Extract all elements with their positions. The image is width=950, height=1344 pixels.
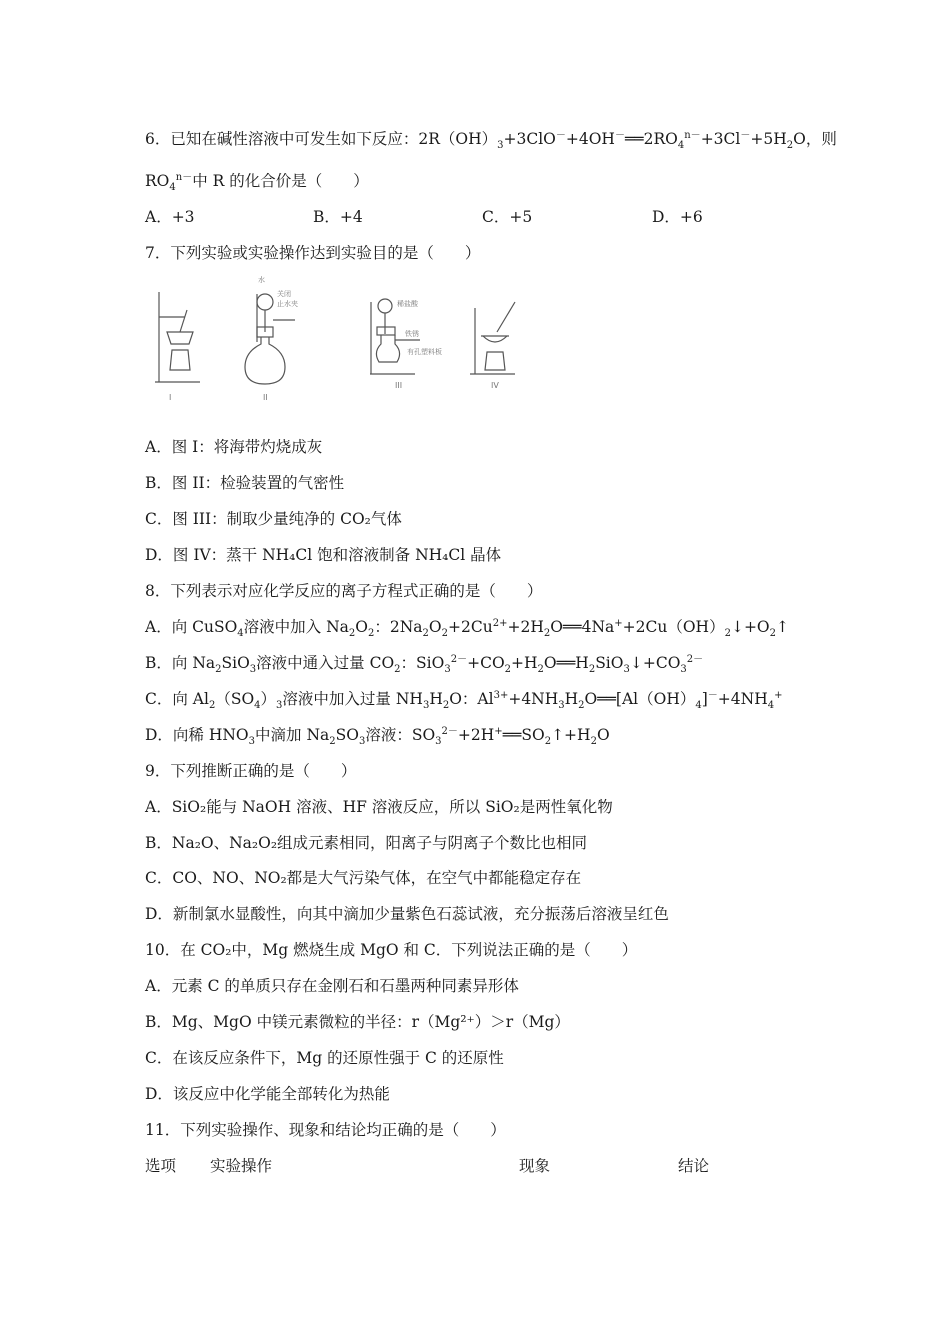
q8-option-a: A．向 CuSO$_4$溶液中加入 $Na_2O_2$：$2Na_2O_2+2Cu^{2+}+2H_2O══4Na^++2Cu(OH)_2↓+O_2↑$ bbox=[145, 617, 790, 640]
q10-option-c: C．在该反应条件下，Mg 的还原性强于 C 的还原性 bbox=[145, 1049, 504, 1067]
q6-stem: 6．已知在碱性溶液中可发生如下反应：$2R(OH)_3+3ClO^-+4OH^-══2RO_4^{n-}+3Cl^-+5H_2O$，则 bbox=[145, 129, 837, 152]
q9-option-b: B．Na₂O、Na₂O₂组成元素相同，阳离子与阴离子个数比也相同 bbox=[145, 834, 588, 852]
q6-option-d: D．+6 bbox=[652, 208, 703, 226]
q7-option-c: C．图 III：制取少量纯净的 CO₂气体 bbox=[145, 510, 402, 528]
q9-stem: 9．下列推断正确的是（ ） bbox=[145, 762, 357, 780]
figure-label-plate: 有孔塑料板 bbox=[407, 348, 442, 356]
q10-option-b: B．Mg、MgO 中镁元素微粒的半径：r（Mg²⁺）＞r（Mg） bbox=[145, 1013, 570, 1031]
figure-label-ii: II bbox=[263, 393, 268, 402]
q7-option-a: A．图 I：将海带灼烧成灰 bbox=[145, 438, 323, 456]
q9-option-d: D．新制氯水显酸性，向其中滴加少量紫色石蕊试液，充分振荡后溶液呈红色 bbox=[145, 905, 669, 923]
q7-stem: 7．下列实验或实验操作达到实验目的是（ ） bbox=[145, 244, 481, 262]
figure-label-water: 水 bbox=[258, 276, 265, 284]
figure-label-iv: IV bbox=[491, 381, 499, 390]
figure-ii-flask-setup bbox=[245, 275, 298, 402]
figure-label-i: I bbox=[169, 393, 172, 402]
q7-option-b: B．图 II：检验装置的气密性 bbox=[145, 474, 345, 492]
q10-option-d: D．该反应中化学能全部转化为热能 bbox=[145, 1085, 390, 1103]
q11-header-operation: 实验操作 bbox=[210, 1157, 273, 1175]
figure-label-rust: 铁锈 bbox=[405, 330, 419, 338]
figure-label-iii: III bbox=[395, 381, 403, 390]
q9-option-a: A．SiO₂能与 NaOH 溶液、HF 溶液反应，所以 SiO₂是两性氧化物 bbox=[145, 798, 613, 816]
q8-stem: 8．下列表示对应化学反应的离子方程式正确的是（ ） bbox=[145, 582, 543, 600]
figure-label-acid: 稀盐酸 bbox=[397, 300, 418, 308]
q10-stem: 10．在 CO₂中，Mg 燃烧生成 MgO 和 C．下列说法正确的是（ ） bbox=[145, 941, 638, 959]
q8-option-c: C．向 $Al_2(SO_4)_3$溶液中加入过量 $NH_3H_2O$：$Al^{3+}+4NH_3H_2O══[Al(OH)_4]^-+4NH_4^+$ bbox=[145, 689, 783, 712]
q8-option-d: D．向稀 $HNO_3$中滴加 $Na_2SO_3$溶液：$SO_3^{2-}+2H^+══SO_2↑+H_2O$ bbox=[145, 725, 610, 748]
q6-option-a: A．+3 bbox=[145, 208, 195, 226]
figure-i-crucible-setup bbox=[155, 292, 200, 402]
q11-header-option: 选项 bbox=[145, 1157, 177, 1175]
q6-option-b: B．+4 bbox=[313, 208, 363, 226]
q10-option-a: A．元素 C 的单质只存在金刚石和石墨两种同素异形体 bbox=[145, 977, 519, 995]
q8-option-b: B．向 $Na_2SiO_3$溶液中通入过量 $CO_2$：$SiO_3^{2-}+CO_2+H_2O══H_2SiO_3↓+CO_3^{2-}$ bbox=[145, 653, 704, 676]
q11-header-conclusion: 结论 bbox=[678, 1157, 710, 1175]
q7-option-d: D．图 IV：蒸干 NH₄Cl 饱和溶液制备 NH₄Cl 晶体 bbox=[145, 546, 502, 564]
figure-iii-gas-generator bbox=[370, 299, 442, 390]
figure-label-clamp: 止水夹 bbox=[277, 300, 298, 308]
q7-apparatus-figure bbox=[145, 272, 520, 404]
q11-stem: 11．下列实验操作、现象和结论均正确的是（ ） bbox=[145, 1121, 506, 1139]
q11-header-phenomenon: 现象 bbox=[519, 1157, 551, 1175]
q6-stem-line2: $RO_4^{n-}$中 R 的化合价是（ ） bbox=[145, 171, 369, 194]
figure-iv-evaporation-setup bbox=[470, 302, 515, 390]
figure-label-closed: 关闭 bbox=[277, 290, 291, 298]
q6-option-c: C．+5 bbox=[482, 208, 533, 226]
q9-option-c: C．CO、NO、NO₂都是大气污染气体，在空气中都能稳定存在 bbox=[145, 869, 582, 887]
